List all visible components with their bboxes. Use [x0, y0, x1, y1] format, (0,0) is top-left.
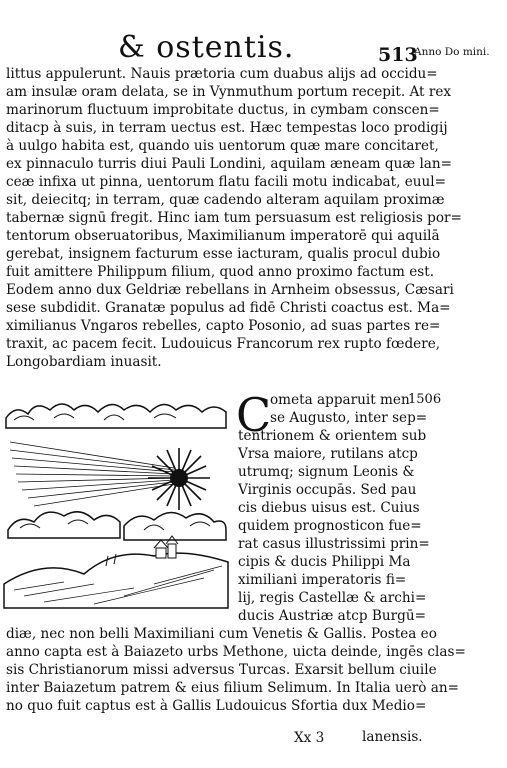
comet-line: ducis Austriæ atcp Burgū= [238, 608, 426, 624]
running-head: & ostentis. [118, 30, 295, 65]
body-line: ceæ infixa ut pinna, uentorum flatu facili motu indicabat, euul= [6, 174, 447, 190]
signature-mark: Xx 3 [294, 730, 325, 746]
comet-line: se Augusto, inter sep= [270, 410, 428, 426]
comet-line: cipis & ducis Philippi Ma [238, 554, 411, 570]
comet-line: quidem prognosticon fue= [238, 518, 422, 534]
body-line: littus appulerunt. Nauis prætoria cum duabus alijs ad occidu= [6, 66, 438, 82]
body-line: tabernæ signū fregit. Hinc iam tum persuasum est religiosis por= [6, 210, 462, 226]
comet-woodcut-illustration [4, 398, 228, 608]
body-line: marinorum fluctuum improbitate ductus, in cymbam conscen= [6, 102, 440, 118]
page-number: 513 [378, 44, 418, 66]
comet-line: ximiliani imperatoris fi= [238, 572, 407, 588]
body-line: sit, deiecitq; in terram, quæ cadendo alteram aquilam proximæ [6, 192, 445, 208]
body-line: sis Christianorum missi adversus Turcas. Exarsit bellum ciuile [6, 662, 437, 678]
body-line: inter Baiazetum patrem & eius filium Selimum. In Italia uerò an= [6, 680, 460, 696]
body-line: anno capta est à Baiazeto urbs Methone, uicta deinde, ingēs clas= [6, 644, 466, 660]
comet-line: utrumq; signum Leonis & [238, 464, 415, 480]
catchword: lanensis. [362, 729, 423, 745]
body-line: am insulæ oram delata, se in Vynmuthum portum recepit. At rex [6, 84, 452, 100]
body-line: Longobardiam inuasit. [6, 354, 162, 370]
body-line: diæ, nec non belli Maximiliani cum Venetis & Gallis. Postea eo [6, 626, 437, 642]
drop-capital: C [236, 388, 272, 442]
body-line: ex pinnaculo turris diui Pauli Londini, aquilam æneam quæ lan= [6, 156, 453, 172]
margin-note-anno-domini: Anno Do mini. [414, 46, 490, 58]
body-line: sese subdidit. Granatæ populus ad fidē Christi coactus est. Ma= [6, 300, 451, 316]
comet-line: tentrionem & orientem sub [238, 428, 427, 444]
body-line: traxit, ac pacem fecit. Ludouicus Francorum rex rupto fœdere, [6, 336, 441, 352]
comet-line: cis diebus uisus est. Cuius [238, 500, 420, 516]
comet-line: Virginis occupās. Sed pau [238, 482, 417, 498]
body-line: Eodem anno dux Geldriæ rebellans in Arnheim obsessus, Cæsari [6, 282, 454, 298]
body-line: ximilianus Vngaros rebelles, capto Posonio, ad suas partes re= [6, 318, 441, 334]
body-line: à uulgo habita est, quando uis uentorum quæ mare concitaret, [6, 138, 439, 154]
body-line: ditacp à suis, in terram uectus est. Hæc tempestas loco prodigij [6, 120, 448, 136]
body-line: fuit amittere Philippum filium, quod anno proximo factum est. [6, 264, 435, 280]
comet-line: lij, regis Castellæ & archi= [238, 590, 427, 606]
body-line: gerebat, insignem facturum esse iacturam, qualis procul dubio [6, 246, 441, 262]
body-line: tentorum obseruatoribus, Maximilianum imperatorē qui aquilā [6, 228, 440, 244]
body-line: no quo fuit captus est à Gallis Ludouicus Sfortia dux Medio= [6, 698, 427, 714]
comet-line: ometa apparuit men [270, 392, 410, 408]
comet-line: rat casus illustrissimi prin= [238, 536, 430, 552]
year-margin-note: 1506 [408, 392, 442, 407]
comet-line: Vrsa maiore, rutilans atcp [238, 446, 418, 462]
